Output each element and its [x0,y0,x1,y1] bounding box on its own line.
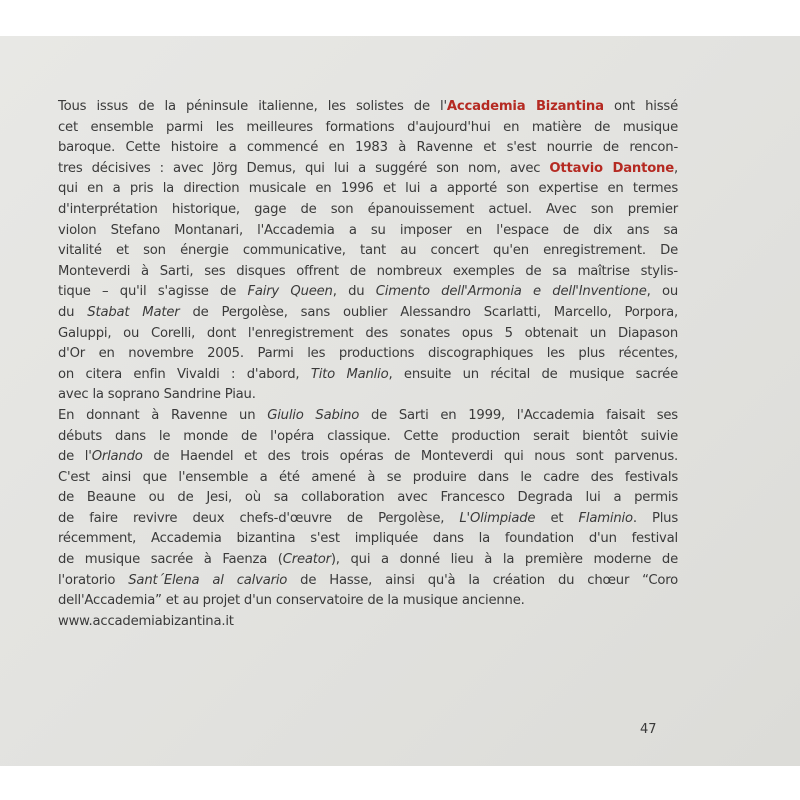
conductor-name: Ottavio Dantone [549,160,674,176]
text-line: de l'Orlando de Haendel et des trois opéras de Monteverdi qui nous sont parvenus. [58,449,678,465]
text-line: Galuppi, ou Corelli, dont l'enregistrement des sonates opus 5 obtenait un Diapason [58,325,678,341]
website-url: www.accademiabizantina.it [58,613,234,629]
text-line: l'oratorio Sant´Elena al calvario de Hasse, ainsi qu'à la création du chœur “Coro [58,572,679,588]
text-line: du Stabat Mater de Pergolèse, sans oublier Alessandro Scarlatti, Marcello, Porpora, [58,304,678,320]
text-line: on citera enfin Vivaldi : d'abord, Tito Manlio, ensuite un récital de musique sacrée [58,366,679,382]
text-line: dell'Accademia” et au projet d'un conservatoire de la musique ancienne. [58,593,525,609]
text-line: tres décisives : avec Jörg Demus, qui lui a suggéré son nom, avec Ottavio Dantone, [58,160,678,176]
text-line: Tous issus de la péninsule italienne, les solistes de l'Accademia Bizantina ont hissé [58,99,678,114]
text-line: vitalité et son énergie communicative, tant au concert qu'en enregistrement. De [58,243,678,259]
text-line: baroque. Cette histoire a commencé en 1983 à Ravenne et s'est nourrie de rencon- [58,140,678,156]
page-number: 47 [640,722,657,737]
text-line: Monteverdi à Sarti, ses disques offrent de nombreux exemples de sa maîtrise stylis- [58,263,678,279]
text-line: de musique sacrée à Faenza (Creator), qui a donné lieu à la première moderne de [58,552,678,568]
text-line: avec la soprano Sandrine Piau. [58,387,256,403]
text-line: cet ensemble parmi les meilleures formations d'aujourd'hui en matière de musique [58,119,678,135]
text-line: tique – qu'il s'agisse de Fairy Queen, du Cimento dell'Armonia e dell'Inventione, ou [58,284,678,300]
text-line: de faire revivre deux chefs-d'œuvre de Pergolèse, L'Olimpiade et Flaminio. Plus [58,510,679,526]
text-line: C'est ainsi que l'ensemble a été amené à se produire dans le cadre des festivals [58,469,678,485]
ensemble-name: Accademia Bizantina [446,99,604,114]
text-line: débuts dans le monde de l'opéra classique. Cette production serait bientôt suivie [58,428,678,444]
text-line: d'interprétation historique, gage de son épanouissement actuel. Avec son premier [58,201,678,217]
text-line: qui en a pris la direction musicale en 1996 et lui a apporté son expertise en termes [58,181,678,197]
text-line: récemment, Accademia bizantina s'est impliquée dans la foundation d'un festival [58,531,678,547]
text-line: violon Stefano Montanari, l'Accademia a su imposer en l'espace de dix ans sa [58,222,678,238]
text-line: En donnant à Ravenne un Giulio Sabino de Sarti en 1999, l'Accademia faisait ses [58,407,678,423]
body-text [58,97,678,632]
text-line: d'Or en novembre 2005. Parmi les productions discographiques les plus récentes, [58,346,678,362]
text-line: de Beaune ou de Jesi, où sa collaboration avec Francesco Degrada lui a permis [58,490,678,506]
